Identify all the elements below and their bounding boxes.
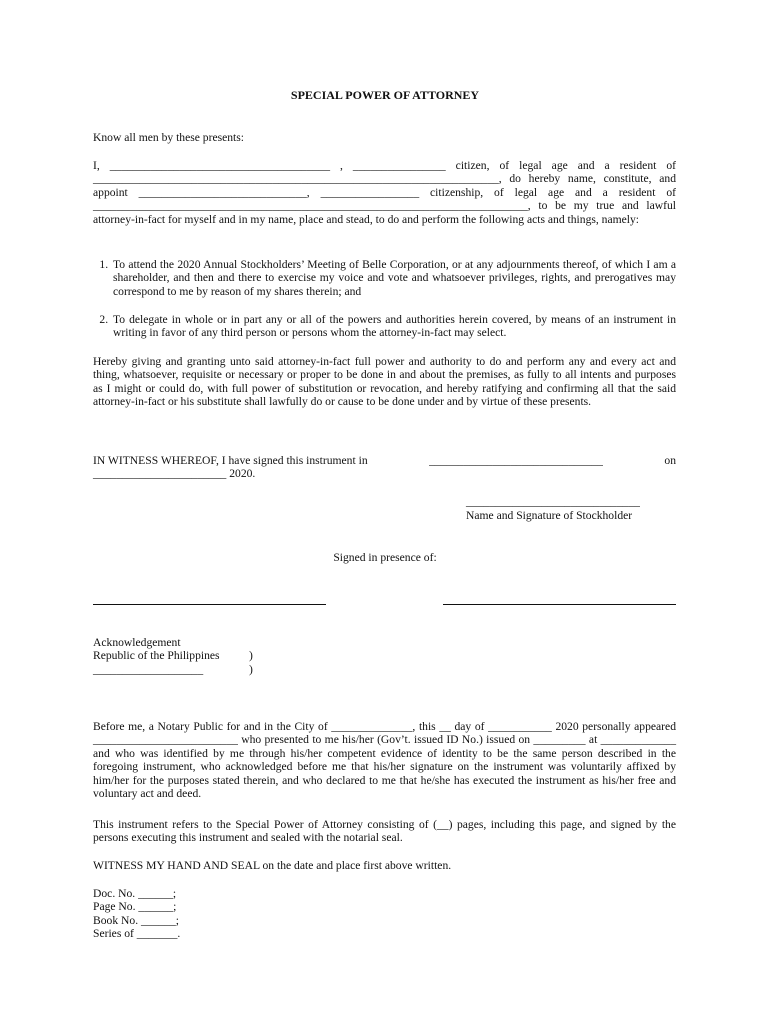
list-item: 1. To attend the 2020 Annual Stockholders’ Meeting of Belle Corporation, or at any adjournments thereof, of which I am a shareholder, and then and there to exercise my voice and vote and whatsoever privileges, rights, and prerogatives may correspond to me by reason of my shares therein; and <box>111 258 676 298</box>
doc-no: Doc. No. ______; <box>93 887 177 900</box>
witness-date: _______________________ 2020. <box>93 467 256 481</box>
city-blank: ___________________ <box>93 662 204 676</box>
witness-seal-line: WITNESS MY HAND AND SEAL on the date and place first above written. <box>93 859 452 872</box>
document-title: SPECIAL POWER OF ATTORNEY <box>290 88 480 102</box>
witness-statement <box>93 454 676 481</box>
principal-paragraph: I, ______________________________________ , ________________ citizen, of legal age and a resident of ______________________________________________________________________, do hereby name, constitute, and appoint _____________________________, _________________ citizenship, of legal age and a resident of ___________________________________________________________________________, to be my true and lawful attorney-in-fact for myself and in my name, place and stead, to do and perform the following acts and things, namely: <box>93 159 676 226</box>
book-no: Book No. ______; <box>93 913 179 927</box>
witness-on: on <box>664 454 676 467</box>
stockholder-signature-line: ______________________________ <box>466 495 640 508</box>
intro-text: Know all men by these presents: <box>93 131 245 144</box>
notarial-register <box>93 887 676 941</box>
acknowledgement-block <box>93 636 676 676</box>
grant-paragraph: Hereby giving and granting unto said attorney-in-fact full power and authority to do and perform any and every act and thing, whatsoever, requisite or necessary or proper to be done in and about the premises, as fully to all intents and purposes as I might or could do, with full power of substitution or revocation, and hereby ratifying and confirming all that the said attorney-in-fact or his substitute shall lawfully do or cause to be done under and by virtue of these presents. <box>93 355 676 409</box>
notary-paragraph: Before me, a Notary Public for and in the City of ______________, this __ day of ___________ 2020 personally appeared _________________________ who presented to me his/her (Gov’t. issued ID No.) issued on _________ at _____________ and who was identified by me through his/her competent evidence of identity to be the same person described in the foregoing instrument, who acknowledged before me that his/her signature on the instrument was voluntarily affixed by him/her for the purposes stated therein, and who declared to me that he/she has executed the instrument as his/her free and voluntary act and deed. <box>93 720 676 801</box>
signed-presence-label: Signed in presence of: <box>333 551 437 564</box>
witness-signature-line-right <box>443 604 676 605</box>
list-item: 2. To delegate in whole or in part any or all of the powers and authorities herein covered, by means of an instrument in writing in favor of any third person or persons whom the attorney-in-fact may select. <box>111 313 676 340</box>
pages-paragraph: This instrument refers to the Special Power of Attorney consisting of (__) pages, including this page, and signed by the persons executing this instrument and sealed with the notarial seal. <box>93 818 676 845</box>
acknowledgement-title: Acknowledgement <box>93 636 181 649</box>
stockholder-label: Name and Signature of Stockholder <box>466 509 633 522</box>
witness-text: IN WITNESS WHEREOF, I have signed this instrument in <box>93 454 368 467</box>
witness-signature-line-left <box>93 604 326 605</box>
page-no: Page No. ______; <box>93 900 177 914</box>
acts-list-2 <box>93 313 676 340</box>
paren-2: ) <box>249 662 253 676</box>
series-of: Series of _______. <box>93 927 181 941</box>
witness-place-blank: ______________________________ <box>429 454 603 467</box>
paren-1: ) <box>249 649 253 663</box>
republic-label: Republic of the Philippines <box>93 649 220 663</box>
acts-list <box>93 258 676 298</box>
